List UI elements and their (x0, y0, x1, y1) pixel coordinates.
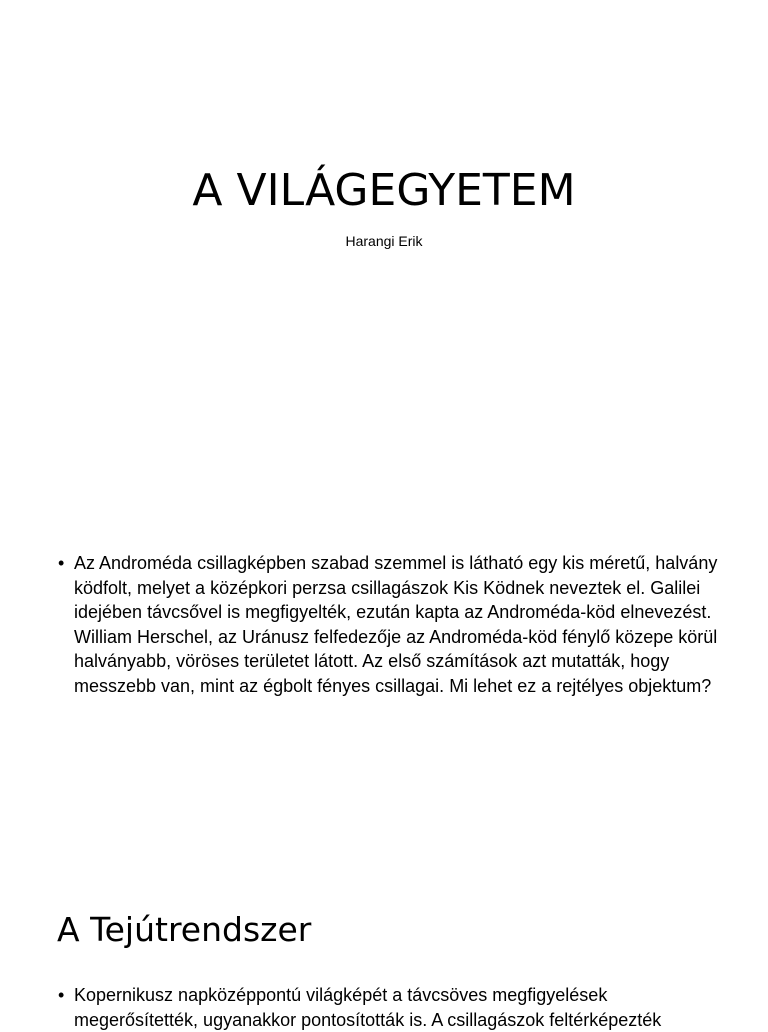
tejutrendszer-bullet-list (56, 983, 720, 1032)
bullet-marker: • (58, 985, 65, 1005)
slide-title: A VILÁGEGYETEM (192, 165, 576, 216)
tejutrendszer-paragraph: Kopernikusz napközéppontú világképét a távcsöves megfigyelések megerősítették, ugyanakkor pontosították is. A csillagászok feltérképezték (74, 985, 662, 1030)
section-heading-tejutrendszer: A Tejútrendszer (57, 910, 312, 949)
andromeda-bullet-item (56, 551, 720, 698)
bullet-marker: • (58, 553, 65, 573)
andromeda-paragraph: Az Androméda csillagképben szabad szemmel is látható egy kis méretű, halvány ködfolt, melyet a középkori perzsa csillagászok Kis Ködnek neveztek el. Galilei idejében távcsővel is megfigyelték, ezután kapta az Androméda-köd elnevezést. William Herschel, az Uránusz felfedezője az Androméda-köd fénylő közepe körül halványabb, vöröses területet látott. Az első számítások azt mutatták, hogy messzebb van, mint az égbolt fényes csillagai. Mi lehet ez a rejtélyes objektum? (74, 553, 718, 696)
slide-subtitle-author: Harangi Erik (345, 233, 423, 249)
tejutrendszer-bullet-item (56, 983, 720, 1032)
andromeda-bullet-list (56, 551, 720, 698)
